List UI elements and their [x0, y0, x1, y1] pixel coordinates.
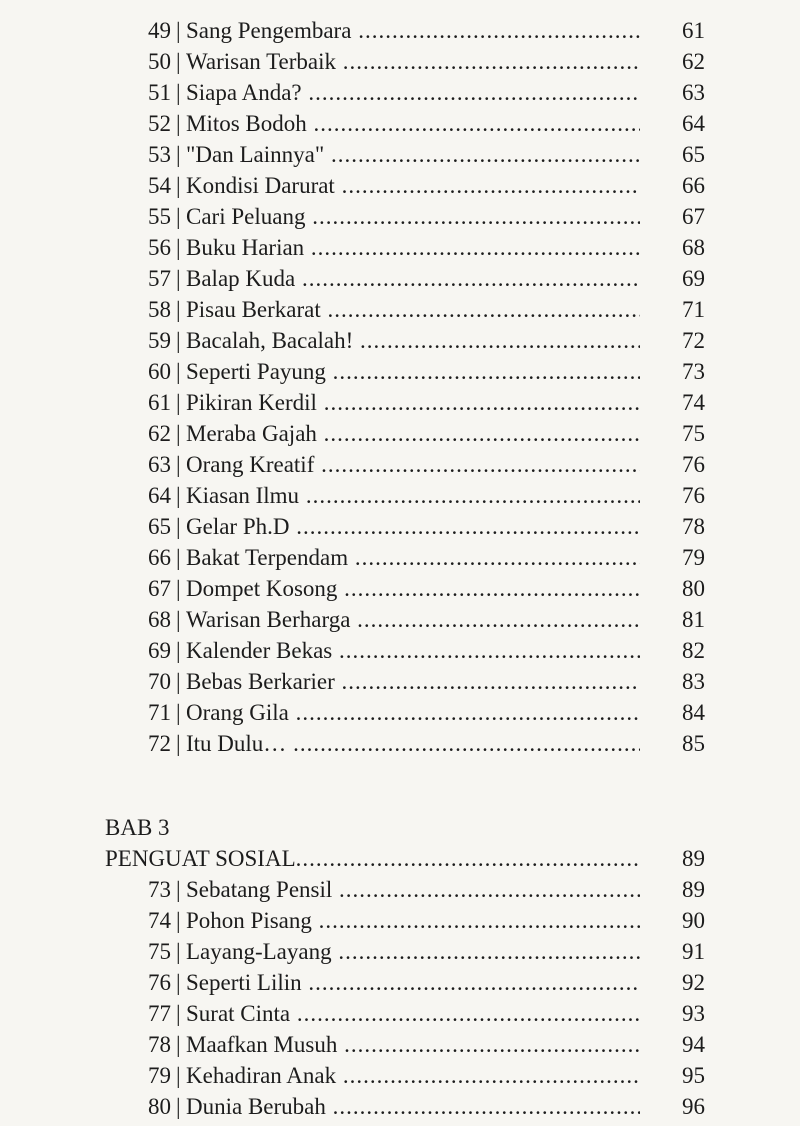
toc-entry: [0, 1060, 800, 1091]
toc-entry: [0, 356, 800, 387]
entry-separator: |: [176, 514, 181, 539]
toc-entry: [0, 480, 800, 511]
entry-number: 56: [148, 235, 171, 260]
entry-title: Bebas Berkarier .....: [186, 666, 640, 697]
entry-page: 67: [682, 204, 705, 229]
entry-title: Gelar Ph.D .....: [186, 511, 640, 542]
entry-page: 80: [682, 576, 705, 601]
entry-title: Maafkan Musuh .....: [186, 1029, 640, 1060]
toc-entry: [0, 728, 800, 759]
toc-entry: [0, 294, 800, 325]
toc-entry: [0, 418, 800, 449]
toc-entry: [0, 511, 800, 542]
entry-number: 51: [148, 80, 171, 105]
entry-title: Warisan Berharga .....: [186, 604, 640, 635]
entry-page: 81: [682, 607, 705, 632]
entry-separator: |: [176, 939, 181, 964]
entry-page: 79: [682, 545, 705, 570]
toc-list-part1: [0, 15, 800, 759]
toc-entry: [0, 232, 800, 263]
toc-entry: [0, 1091, 800, 1122]
entry-title: Kiasan Ilmu .....: [186, 480, 640, 511]
entry-page: 95: [682, 1063, 705, 1088]
entry-page: 71: [682, 297, 705, 322]
entry-page: 75: [682, 421, 705, 446]
entry-separator: |: [176, 173, 181, 198]
entry-page: 91: [682, 939, 705, 964]
toc-entry: [0, 325, 800, 356]
entry-title: Itu Dulu… .....: [186, 728, 640, 759]
entry-page: 76: [682, 452, 705, 477]
entry-number: 74: [148, 908, 171, 933]
entry-separator: |: [176, 297, 181, 322]
entry-title: Kondisi Darurat .....: [186, 170, 640, 201]
entry-title: Warisan Terbaik .....: [186, 46, 640, 77]
entry-page: 82: [682, 638, 705, 663]
entry-title: Balap Kuda .....: [186, 263, 640, 294]
entry-page: 63: [682, 80, 705, 105]
entry-number: 76: [148, 970, 171, 995]
toc-entry: [0, 77, 800, 108]
toc-entry: [0, 874, 800, 905]
entry-title: Orang Kreatif .....: [186, 449, 640, 480]
entry-page: 68: [682, 235, 705, 260]
entry-number: 77: [148, 1001, 171, 1026]
entry-separator: |: [176, 1094, 181, 1119]
entry-title: Seperti Lilin .....: [186, 967, 640, 998]
entry-page: 83: [682, 669, 705, 694]
entry-page: 93: [682, 1001, 705, 1026]
entry-number: 69: [148, 638, 171, 663]
toc-entry: [0, 170, 800, 201]
entry-separator: |: [176, 908, 181, 933]
chapter-label: BAB 3: [105, 815, 170, 840]
entry-title: Bakat Terpendam .....: [186, 542, 640, 573]
entry-page: 94: [682, 1032, 705, 1057]
entry-number: 72: [148, 731, 171, 756]
entry-title: Orang Gila .....: [186, 697, 640, 728]
entry-title: Bacalah, Bacalah! .....: [186, 325, 640, 356]
entry-title: Dompet Kosong .....: [186, 573, 640, 604]
entry-number: 68: [148, 607, 171, 632]
entry-title: Kehadiran Anak .....: [186, 1060, 640, 1091]
toc-entry: [0, 387, 800, 418]
toc-entry: [0, 573, 800, 604]
entry-separator: |: [176, 970, 181, 995]
entry-number: 73: [148, 877, 171, 902]
entry-title: Siapa Anda? .....: [186, 77, 640, 108]
entry-page: 69: [682, 266, 705, 291]
toc-entry: [0, 635, 800, 666]
entry-page: 96: [682, 1094, 705, 1119]
entry-number: 49: [148, 18, 171, 43]
entry-title: Kalender Bekas .....: [186, 635, 640, 666]
toc-entry: [0, 15, 800, 46]
entry-page: 66: [682, 173, 705, 198]
entry-separator: |: [176, 1001, 181, 1026]
entry-separator: |: [176, 111, 181, 136]
toc-entry: [0, 936, 800, 967]
entry-title: Pikiran Kerdil .....: [186, 387, 640, 418]
entry-separator: |: [176, 607, 181, 632]
toc-entry: [0, 697, 800, 728]
entry-number: 65: [148, 514, 171, 539]
toc-entry: [0, 666, 800, 697]
entry-title: Pohon Pisang .....: [186, 905, 640, 936]
entry-number: 60: [148, 359, 171, 384]
entry-page: 62: [682, 49, 705, 74]
entry-separator: |: [176, 483, 181, 508]
entry-separator: |: [176, 731, 181, 756]
entry-separator: |: [176, 877, 181, 902]
chapter-heading-row: [0, 843, 800, 874]
entry-separator: |: [176, 545, 181, 570]
toc-entry: [0, 967, 800, 998]
entry-separator: |: [176, 700, 181, 725]
entry-title: Mitos Bodoh .....: [186, 108, 640, 139]
entry-number: 52: [148, 111, 171, 136]
entry-number: 62: [148, 421, 171, 446]
entry-title: Dunia Berubah .....: [186, 1091, 640, 1122]
entry-separator: |: [176, 266, 181, 291]
entry-number: 55: [148, 204, 171, 229]
entry-page: 76: [682, 483, 705, 508]
entry-page: 61: [682, 18, 705, 43]
entry-page: 78: [682, 514, 705, 539]
entry-separator: |: [176, 1032, 181, 1057]
entry-page: 65: [682, 142, 705, 167]
entry-number: 63: [148, 452, 171, 477]
toc-entry: [0, 139, 800, 170]
entry-separator: |: [176, 18, 181, 43]
entry-number: 70: [148, 669, 171, 694]
entry-number: 64: [148, 483, 171, 508]
entry-separator: |: [176, 1063, 181, 1088]
entry-page: 73: [682, 359, 705, 384]
entry-title: Surat Cinta .....: [186, 998, 640, 1029]
entry-title: Seperti Payung .....: [186, 356, 640, 387]
entry-separator: |: [176, 452, 181, 477]
entry-number: 58: [148, 297, 171, 322]
entry-separator: |: [176, 576, 181, 601]
entry-number: 50: [148, 49, 171, 74]
entry-number: 79: [148, 1063, 171, 1088]
toc-entry: [0, 604, 800, 635]
entry-separator: |: [176, 669, 181, 694]
entry-number: 78: [148, 1032, 171, 1057]
entry-separator: |: [176, 328, 181, 353]
entry-number: 66: [148, 545, 171, 570]
entry-page: 64: [682, 111, 705, 136]
toc-list-part2: [0, 874, 800, 1122]
entry-page: 84: [682, 700, 705, 725]
entry-separator: |: [176, 49, 181, 74]
chapter-page: 89: [682, 846, 705, 871]
entry-title: "Dan Lainnya" .....: [186, 139, 640, 170]
toc-entry: [0, 201, 800, 232]
toc-entry: [0, 998, 800, 1029]
toc-entry: [0, 46, 800, 77]
entry-page: 72: [682, 328, 705, 353]
entry-separator: |: [176, 235, 181, 260]
entry-page: 89: [682, 877, 705, 902]
entry-title: Layang-Layang .....: [186, 936, 640, 967]
entry-title: Cari Peluang .....: [186, 201, 640, 232]
entry-number: 53: [148, 142, 171, 167]
toc-entry: [0, 1029, 800, 1060]
entry-separator: |: [176, 80, 181, 105]
entry-title: Meraba Gajah .....: [186, 418, 640, 449]
entry-number: 71: [148, 700, 171, 725]
entry-number: 61: [148, 390, 171, 415]
chapter-title: PENGUAT SOSIAL .....: [105, 843, 640, 874]
entry-title: Pisau Berkarat .....: [186, 294, 640, 325]
entry-separator: |: [176, 359, 181, 384]
entry-separator: |: [176, 638, 181, 663]
entry-number: 54: [148, 173, 171, 198]
toc-entry: [0, 449, 800, 480]
entry-number: 80: [148, 1094, 171, 1119]
entry-page: 85: [682, 731, 705, 756]
entry-page: 92: [682, 970, 705, 995]
entry-number: 67: [148, 576, 171, 601]
entry-number: 57: [148, 266, 171, 291]
entry-page: 74: [682, 390, 705, 415]
entry-number: 59: [148, 328, 171, 353]
entry-title: Sebatang Pensil .....: [186, 874, 640, 905]
entry-separator: |: [176, 204, 181, 229]
toc-entry: [0, 542, 800, 573]
entry-separator: |: [176, 142, 181, 167]
entry-number: 75: [148, 939, 171, 964]
toc-entry: [0, 108, 800, 139]
toc-entry: [0, 263, 800, 294]
entry-separator: |: [176, 390, 181, 415]
entry-title: Sang Pengembara .....: [186, 15, 640, 46]
toc-entry: [0, 905, 800, 936]
entry-separator: |: [176, 421, 181, 446]
entry-title: Buku Harian .....: [186, 232, 640, 263]
entry-page: 90: [682, 908, 705, 933]
